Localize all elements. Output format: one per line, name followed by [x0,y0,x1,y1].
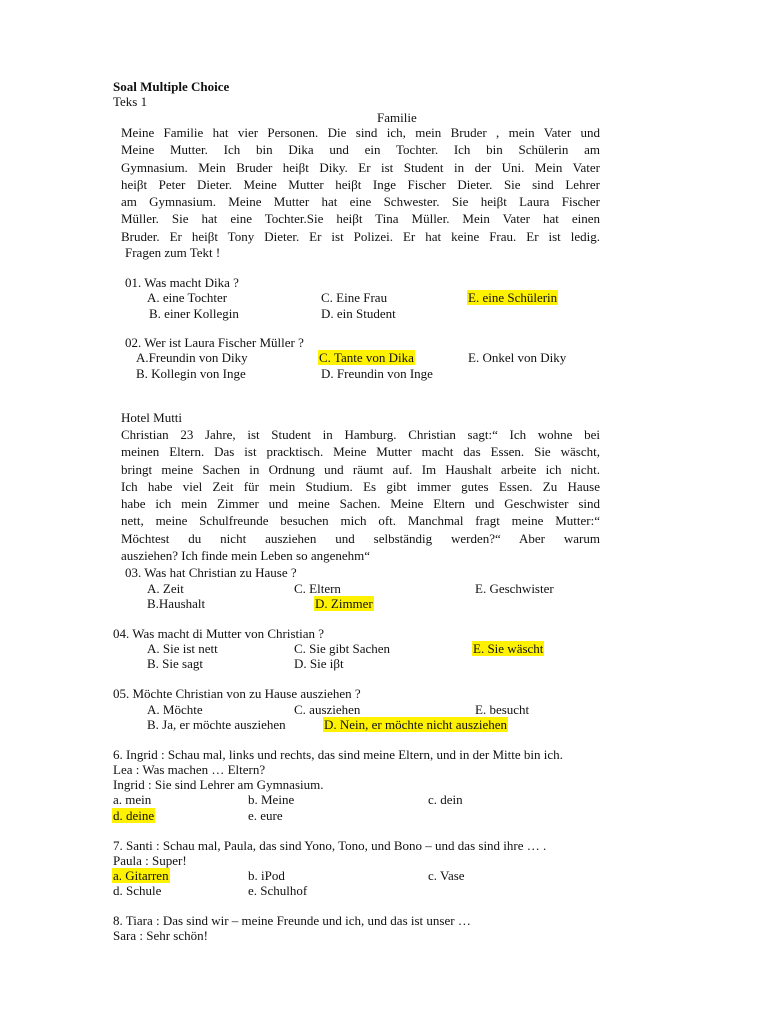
text1-line: Meine Familie hat vier Personen. Die sind ich, mein Bruder , mein Vater und [121,125,600,140]
q6-option-e: e. eure [248,808,283,823]
text1-line: am Gymnasium. Meine Mutter hat eine Schwester. Sie heiβt Laura Fischer [121,194,600,210]
q2-option-a: A.Freundin von Diky [136,350,248,365]
q4-option-e [472,641,544,656]
q6-line3: Ingrid : Sie sind Lehrer am Gymnasium. [113,777,324,792]
text1-line: Meine Mutter. Ich bin Dika und ein Tochter. Ich bin Schülerin am [121,142,600,158]
q5-question: 05. Möchte Christian von zu Hause ausziehen ? [113,686,361,701]
q3-option-e: E. Geschwister [475,581,554,596]
q5-option-d [323,717,508,732]
q2-option-d: D. Freundin von Inge [321,366,433,381]
q2-option-b: B. Kollegin von Inge [136,366,246,381]
text1-paragraph [121,124,600,245]
q1-option-c: C. Eine Frau [321,290,388,305]
q6-answer-highlight: d. deine [113,808,155,823]
q3-question: 03. Was hat Christian zu Hause ? [125,565,297,580]
q4-answer-highlight: E. Sie wäscht [473,641,544,656]
text2-line: bringt meine Sachen in Ordnung und räumt auf. Im Haushalt arbeite ich nicht. [121,461,600,477]
text1-line: Gymnasium. Mein Bruder heiβt Diky. Er ist Student in der Uni. Mein Vater [121,159,600,175]
q6-line1: 6. Ingrid : Schau mal, links und rechts, das sind meine Eltern, und in der Mitte bin ich. [113,747,563,762]
q6-option-d [112,808,155,823]
text2-last-line: ausziehen? Ich finde mein Leben so angenehm“ [121,548,371,563]
q2-option-e: E. Onkel von Diky [468,350,567,365]
q3-option-d [314,596,374,611]
text2-line: Möchtest du nicht ausziehen und selbständig werden?“ Aber warum [121,530,600,546]
q7-option-b: b. iPod [248,868,285,883]
q5-option-e: E. besucht [475,702,530,717]
text1-line: heiβt Peter Dieter. Meine Mutter heiβt Inge Fischer Dieter. Sie sind Lehrer [121,176,600,192]
q8-line1: 8. Tiara : Das sind wir – meine Freunde und ich, und das ist unser … [113,913,471,928]
q1-option-e [467,290,558,305]
q7-option-a [112,868,170,883]
q3-option-b: B.Haushalt [147,596,206,611]
q1-answer-highlight: E. eine Schülerin [468,290,558,305]
q6-option-a: a. mein [113,792,152,807]
q7-answer-highlight: a. Gitarren [113,868,169,883]
text2-line: nett, meine Schulfreunde besuchen mich oft. Manchmal fragt meine Mutter:“ [121,513,600,529]
q7-option-c: c. Vase [428,868,465,883]
text2-line: Ich habe viel Zeit für mein Studium. Es gibt immer gutes Essen. Zu Hause [121,478,600,494]
q5-answer-highlight: D. Nein, er möchte nicht ausziehen [324,717,508,732]
q6-line2: Lea : Was machen … Eltern? [113,762,266,777]
text2-title: Hotel Mutti [121,410,183,425]
q8-line2: Sara : Sehr schön! [113,928,208,943]
q1-option-a: A. eine Tochter [147,290,228,305]
q2-question: 02. Wer ist Laura Fischer Müller ? [125,335,304,350]
q4-option-c: C. Sie gibt Sachen [294,641,391,656]
document-title: Soal Multiple Choice [113,79,230,94]
document-subtitle: Teks 1 [113,94,148,109]
q6-option-b: b. Meine [248,792,295,807]
text2-paragraph [121,426,600,547]
q1-question: 01. Was macht Dika ? [125,275,239,290]
text2-line: meinen Eltern. Das ist pracktisch. Meine Mutter macht das Essen. Sie wäscht, [121,444,600,460]
text1-line: Müller. Sie hat eine Tochter.Sie heiβt Tina Müller. Mein Vater hat einen [121,211,600,227]
q4-option-a: A. Sie ist nett [147,641,218,656]
text1-title: Familie [377,110,417,125]
q3-option-c: C. Eltern [294,581,341,596]
q7-option-e: e. Schulhof [248,883,308,898]
q2-answer-highlight: C. Tante von Dika [319,350,414,365]
text2-line: Christian 23 Jahre, ist Student in Hamburg. Christian sagt:“ Ich wohne bei [121,427,600,442]
q4-option-d: D. Sie iβt [294,656,344,671]
q1-option-d: D. ein Student [321,306,396,321]
q7-line1: 7. Santi : Schau mal, Paula, das sind Yono, Tono, und Bono – und das sind ihre … . [113,838,547,853]
q4-option-b: B. Sie sagt [147,656,203,671]
q3-option-a: A. Zeit [147,581,184,596]
text1-prompt: Fragen zum Tekt ! [125,245,221,260]
q5-option-b: B. Ja, er möchte ausziehen [147,717,286,732]
q5-option-a: A. Möchte [147,702,203,717]
q4-question: 04. Was macht di Mutter von Christian ? [113,626,325,641]
q1-option-b: B. einer Kollegin [149,306,239,321]
q2-option-c [318,350,415,365]
q6-option-c: c. dein [428,792,463,807]
text2-line: habe ich mein Zimmer und meine Sachen. Meine Eltern und Geschwister sind [121,496,600,512]
q7-option-d: d. Schule [113,883,162,898]
text1-line: Bruder. Er heiβt Tony Dieter. Er ist Polizei. Er hat keine Frau. Er ist ledig. [121,228,600,244]
q3-answer-highlight: D. Zimmer [315,596,373,611]
q5-option-c: C. ausziehen [294,702,361,717]
q7-line2: Paula : Super! [113,853,187,868]
